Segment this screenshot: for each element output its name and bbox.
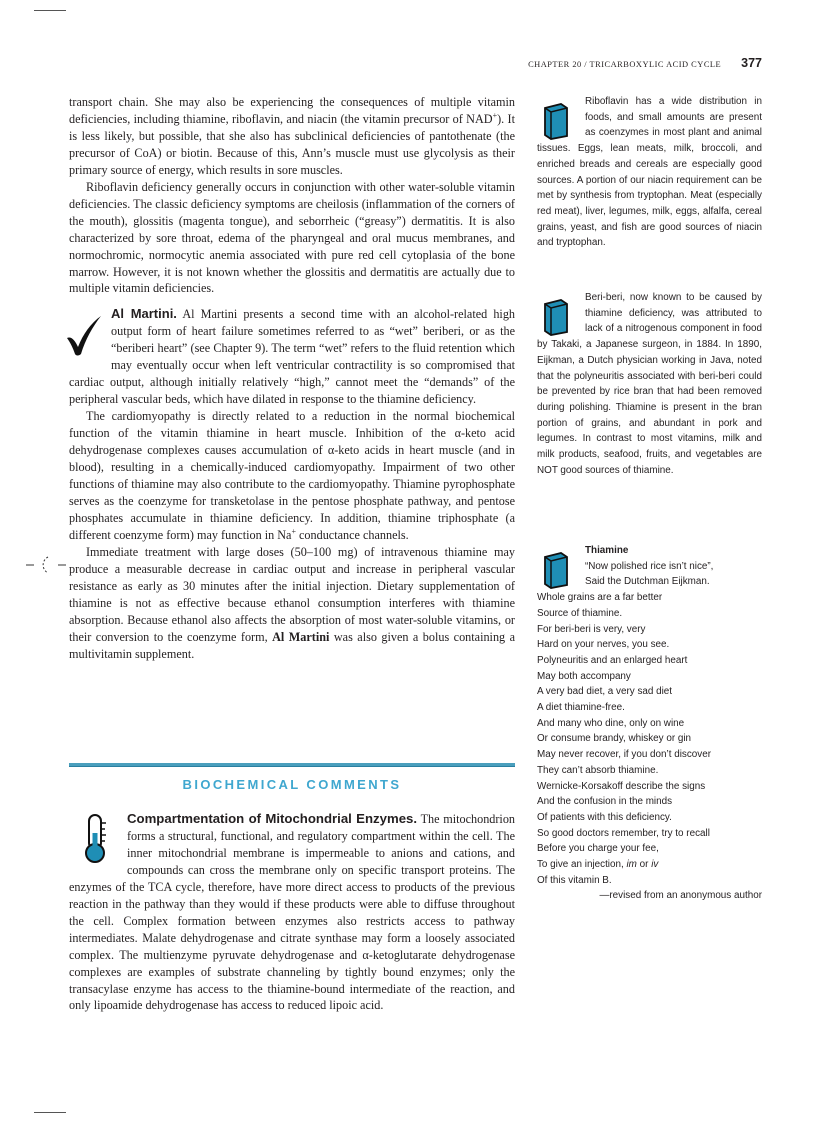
- paragraph: [69, 811, 515, 1014]
- poem-line: And many who dine, only on wine: [537, 717, 685, 729]
- paragraph: [537, 94, 762, 251]
- superscript: +: [492, 110, 498, 120]
- crop-mark: [34, 10, 66, 11]
- paragraph: Riboflavin deficiency generally occurs in conjunction with other water-soluble vitamin deficiencies. The classic deficiency symptoms are cheilosis (inflammation of the corners of the mouth), glossitis (magenta tongue), and seborrheic (“greasy”) dermatitis. It is also characterized by sore throat, edema of the pharyngeal and oral mucus membranes, and normochromic, normocytic anemia associated with pure red cell cytoplasia of the bone marrow. However, it is not known whether the glossitis and dermatitis are actually due to multiple vitamin deficiencies.: [69, 179, 515, 296]
- text-run: transport chain. She may also be experiencing the consequences of multiple vitamin deficiencies, including thiamine, riboflavin, and niacin (the vitamin precursor of NAD: [69, 95, 515, 126]
- running-header: [380, 54, 762, 72]
- text-run: The cardiomyopathy is directly related to a reduction in the normal biochemical function of the vitamin thiamine in heart muscle. Inhibition of the α-keto acid dehydrogenase complexes causes accumulation of α-keto acids in heart muscle (and in blood), resulting in a chemically-induced cardiomyopathy. Impairment of two other functions of thiamine may also contribute to the cardiomyopathy. Thiamine pyrophosphate serves as the coenzyme for transketolase in the pentose phosphate pathway, and pentose phosphates accumulate in thiamine deficiency. In addition, thiamine triphosphate (a different coenzyme form) may function in Na: [69, 409, 515, 542]
- poem-line: Or consume brandy, whiskey or gin: [537, 733, 692, 745]
- section-rule: [69, 763, 515, 767]
- poem-line: May both accompany: [537, 670, 631, 682]
- sidebar-note-riboflavin: [537, 94, 762, 251]
- comment-title: Compartmentation of Mitochondrial Enzymes.: [127, 811, 418, 826]
- poem-line: Of this vitamin B.: [537, 874, 612, 886]
- text-run: or: [639, 859, 649, 871]
- superscript: +: [291, 526, 296, 536]
- bold-name: Al Martini: [272, 629, 330, 644]
- text-run: Beri-beri, now known to be caused by thiamine deficiency, was attributed to lack of a nitrogenous component in food by Takaki, a Japanese surgeon, in 1884. In 1890, Eijkman, a Dutch physician working in Java, noted that the polyneuritis associated with beri-beri could be prevented by rice bran that had been removed during polishing. Thiamine is present in the bran portion of grains, and abundant in pork and legumes. In contrast to most vitamins, milk and milk products, seafood, fruits, and vegetables are NOT good sources of thiamine.: [537, 292, 762, 476]
- poem-line: A very bad diet, a very sad diet: [537, 686, 673, 698]
- poem-line: Before you charge your fee,: [537, 843, 659, 855]
- paragraph: [69, 408, 515, 544]
- book-icon: [539, 298, 571, 336]
- poem-line: Said the Dutchman Eijkman.: [585, 576, 710, 588]
- poem-line: [537, 857, 762, 873]
- poem-body: [537, 590, 762, 904]
- poem-line: Wernicke-Korsakoff describe the signs: [537, 780, 706, 792]
- text-run: Immediate treatment with large doses (50–100 mg) of intravenous thiamine may produce a measurable decrease in cardiac output and increase in peripheral vascular resistance as early as 30 minutes after the initial injection. Dietary supplementation of thiamine is not as effective because ethanol consumption interferes with thiamine absorption. Because ethanol also affects the absorption of most water-soluble vitamins, or their conversion to the coenzyme form,: [69, 544, 515, 644]
- poem-title: Thiamine: [585, 545, 629, 556]
- paragraph: [537, 290, 762, 478]
- poem-line: “Now polished rice isn’t nice”,: [585, 560, 714, 572]
- thermometer-icon: [81, 813, 111, 863]
- text-run: ). It is less likely, but possible, that she also has subclinical deficiencies of pantothenate (the precursor of CoA) or biotin. Because of this, Ann’s muscle must use glycolysis as their primary source of energy, which results in sore muscles.: [69, 111, 515, 177]
- poem-line: Hard on your nerves, you see.: [537, 639, 670, 651]
- poem-line: A diet thiamine-free.: [537, 702, 625, 714]
- poem-line: Source of thiamine.: [537, 607, 623, 619]
- book-icon: [539, 551, 571, 589]
- sidebar-poem: [537, 543, 762, 904]
- section-heading: BIOCHEMICAL COMMENTS: [182, 777, 402, 792]
- text-run: was also given a bolus containing a multivitamin supplement.: [69, 629, 516, 661]
- crop-mark: [34, 1112, 66, 1113]
- italic-term: iv: [651, 859, 659, 871]
- text-run: To give an injection,: [537, 859, 624, 871]
- page-number: 377: [741, 56, 762, 70]
- poem-line: Whole grains are a far better: [537, 592, 663, 604]
- poem-attribution: —revised from an anonymous author: [599, 890, 762, 902]
- poem-line: For beri-beri is very, very: [537, 623, 646, 635]
- main-column: [69, 94, 515, 662]
- text-run: Riboflavin has a wide distribution in foods, and small amounts are present as coenzymes in most plant and animal tissues. Eggs, lean meats, milk, broccoli, and enriched breads and cereals are especially good sources. A portion of our niacin requirement can be met by synthesis from tryptophan. Meat (especially red meat), liver, legumes, milk, eggs, alfalfa, cereal grains, yeast, and fish are good sources of niacin and tryptophan.: [537, 96, 762, 249]
- poem-line: And the confusion in the minds: [537, 796, 673, 808]
- case-name: Al Martini.: [111, 306, 177, 322]
- poem-line: Polyneuritis and an enlarged heart: [537, 654, 688, 666]
- poem-line: They can’t absorb thiamine.: [537, 764, 659, 776]
- italic-term: im: [626, 859, 637, 871]
- sidebar-note-beriberi: [537, 290, 762, 478]
- book-icon: [539, 102, 571, 140]
- margin-registration-mark: [22, 553, 70, 577]
- text-run: conductance channels.: [295, 527, 409, 542]
- text-run: Al Martini presents a second time with an alcohol-related high output form of heart failure sometimes referred to as “wet” beriberi, or as the “beriberi heart” (see Chapter 9). The term “wet” refers to the fluid retention which may eventually occur when left ventricular contractility is so compromised that cardiac output, although initially relatively “high,” cannot meet the “demands” of the peripheral vascular beds, which have dilated in response to the thiamine deficiency.: [69, 307, 516, 407]
- paragraph: [69, 544, 515, 663]
- paragraph: [69, 94, 515, 179]
- text-run: The mitochondrion forms a structural, functional, and regulatory compartment within the cell. The inner mitochondrial membrane is impermeable to anions and cations, and compounds can cross the membrane only on specific transport proteins. The enzymes of the TCA cycle, therefore, have more direct access to products of the previous reaction in the pathway than they would if these products were able to diffuse throughout the cell. Complex formation between enzymes also restricts access to pathway intermediates. Malate dehydrogenase and citrate synthase may form a loosely associated complex. The multienzyme pyruvate dehydrogenase and α-ketoglutarate dehydrogenase complexes are examples of substrate channeling by tightly bound enzymes; only the transacylase enzyme has access to the thiamine-bound intermediate of the reaction, and only lipoamide dehydrogenase has access to reduced lipoic acid.: [69, 812, 516, 1013]
- poem-line: Of patients with this deficiency.: [537, 811, 672, 823]
- checkmark-icon: [63, 314, 103, 358]
- biochemical-comments-body: [69, 811, 515, 1014]
- poem-line: May never recover, if you don’t discover: [537, 749, 711, 761]
- poem-line: So good doctors remember, try to recall: [537, 827, 710, 839]
- running-head: CHAPTER 20 / TRICARBOXYLIC ACID CYCLE: [528, 60, 722, 69]
- case-paragraph: [69, 306, 515, 408]
